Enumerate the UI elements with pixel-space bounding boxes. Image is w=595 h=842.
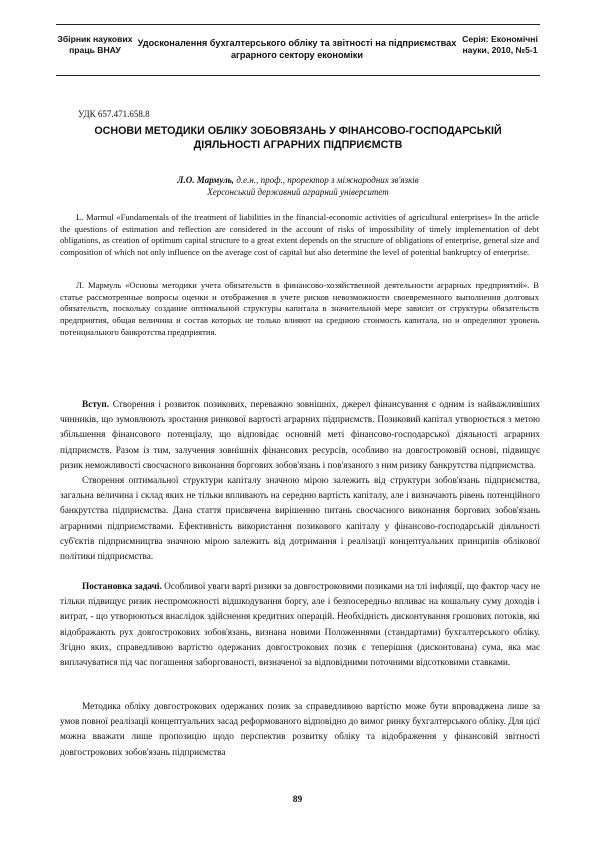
intro-heading: Вступ. [82,400,110,410]
author-block [60,174,536,198]
collection-title: Удосконалення бухгалтерського обліку та звітності на підприємствах аграрного сектору економіки [137,38,457,60]
intro-paragraph [60,398,540,474]
article-title: ОСНОВИ МЕТОДИКИ ОБЛІКУ ЗОБОВЯЗАНЬ У ФІНАНСОВО-ГОСПОДАРСЬКІЙ ДІЯЛЬНОСТІ АГРАРНИХ ПІДПРИЄМСТВ [94,125,502,151]
author-credentials: д.е.н., проф., проректор з міжнародних зв'язків [234,175,419,185]
running-header [56,24,540,76]
series-info: Серія: Економічні науки, 2010, №5-1 [462,34,538,55]
udc-code: УДК 657.471.658.8 [78,109,150,119]
journal-name: Збірник наукових праць ВНАУ [57,34,133,55]
problem-paragraph [60,580,540,671]
problem-heading: Постановка задачі. [82,582,162,592]
intro-text: Створення і розвиток позикових, переважно зовнішніх, джерел фінансування є одним із найважливіших чинників, що зумовлюють зростання ринкової вартості аграрних підприємств. Позиковий капітал утворюється з метою збільшення фінансового потенціалу, що відповідає основній меті фінансово-господарської діяльності аграрних підприємств. Разом із тим, залучення зовнішніх фінансових ресурсів, особливо на довгостроковій основі, підвищує ризик неможливості своєчасного виконання боргових зобов'язань і пов'язаного з ним ризику банкрутства підприємства. [60,400,540,471]
problem-text: Особливої уваги варті ризики за довгостроковими позиками на тлі інфляції, що фактор часу не тільки підвищує ризик неспроможності відшкодування боргу, але і безпосередньо впливає на кошальну суму доходів і витрат, - що утворюються внаслідок здійснення кредитних операцій. Необхідність дисконтування грошових потоків, які відображають рух довгострокових зобов'язань, визнана новими Положеннями (стандартами) бухгалтерського обліку. Згідно яких, справедливою вартістю одержаних довгострокових позик є теперішня (дисконтована) сума, яка має виплачуватися під час погашення заборгованості, визначеної за відповідними поточними відсотковими ставками. [60,582,540,669]
author-name: Л.О. Мармуль, [177,175,235,185]
body-paragraph: Створення оптимальної структури капіталу значною мірою залежить від структури зобов'язань підприємства, загальна величина і склад яких не тільки впливають на середню вартість капіталу, але і визначають рівень потенційного банкрутства підприємства. Дана стаття присвячена вирішенню питань своєчасного виконання боргових зобов'язань аграрними підприємствами. Ефективність використання позикового капіталу у фінансово-господарській діяльності суб'єктів підприємництва значною мірою залежить від дотримання і реалізації концептуальних принципів облікової політики підприємства. [60,476,540,563]
body-paragraph: Методика обліку довгострокових одержаних позик за справедливою вартістю може бути впроваджена лише за умов повної реалізації концептуальних засад реформованого відповідно до вимог ринку бухгалтерського обліку. Для цієї можна вважати лише пропозицію щодо перспектив розвитку обліку та відображення у фінансовій звітності довгострокових зобов'язань підприємства [60,702,540,758]
abstract-russian: Л. Мармуль «Основы методики учета обязательств в финансово-хозяйственной деятельности аграрных предприятий». В статье рассмотренные вопросы оценки и отображения в учете рисков невозможности своевременного выполнения долговых обязательств, поскольку создание оптимальной структуры капитала в значительной мере зависит от структуры обязательств предприятия, общая величина и состав которых не только влияют на среднюю стоимость капитала, но и определяют уровень потенциального банкротства предприятия. [60,280,539,337]
author-affiliation: Херсонський державний аграрний університет [207,187,389,197]
page-number: 89 [292,795,303,805]
abstract-english: L. Marmul «Fundamentals of the treatment of liabilities in the financial-economic activities of agricultural enterprises» In the article the questions of estimation and reflection are considered in the account of risks of impossibility of timely implementation of debt obligations, as creation of optimum capital structure to a great extent depends on the structure of obligations of enterprise, general size and composition of which not only influence on the average cost of capital but also determine the level of potential bankruptcy of enterprise. [60,212,539,258]
author-line [60,174,536,186]
